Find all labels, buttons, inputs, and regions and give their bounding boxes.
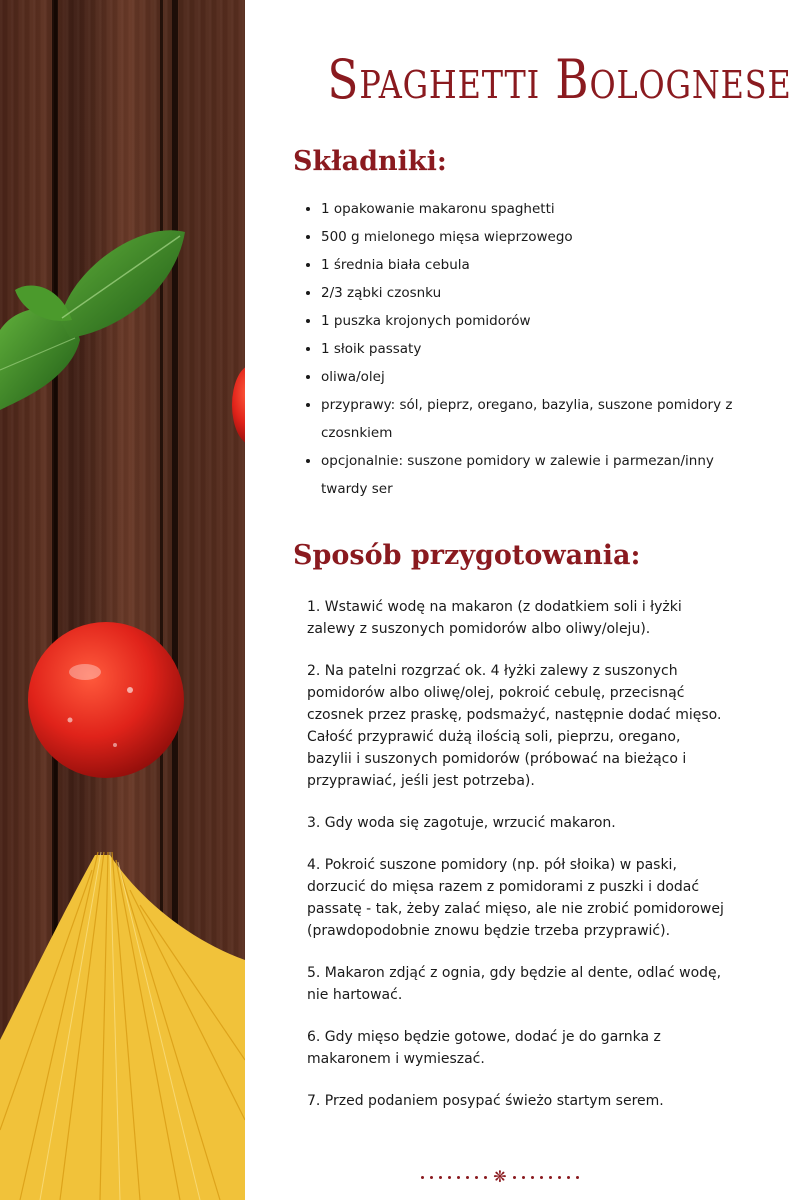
list-item: • 1 opakowanie makaronu spaghetti: [321, 195, 741, 223]
recipe-panel: [245, 0, 800, 1200]
step-paragraph: 7. Przed podaniem posypać świeżo startym serem.: [307, 1093, 664, 1109]
step-paragraph: 6. Gdy mięso będzie gotowe, dodać je do garnka z makaronem i wymieszać.: [307, 1029, 661, 1067]
step-paragraph: 4. Pokroić suszone pomidory (np. pół słoika) w paski, dorzucić do mięsa razem z pomidorami z puszki i dodać passatę - tak, żeby zalać mięso, ale nie zrobić pomidorowej (prawdopodobnie znowu będzie trzeba przyprawić).: [307, 857, 724, 939]
fleur-ornament-icon: ❋: [493, 1167, 507, 1186]
ingredients-illustration: [0, 0, 245, 1200]
basil-leaves: [0, 230, 185, 410]
list-item: • oliwa/olej: [321, 363, 741, 391]
spaghetti-bundle: [0, 852, 245, 1200]
food-photo-panel: [0, 0, 245, 1200]
tomato-edge: [232, 365, 245, 445]
tomato: [28, 622, 184, 778]
divider-dots-right: [513, 1176, 579, 1179]
ornamental-divider: [407, 1166, 593, 1188]
list-item: • przyprawy: sól, pieprz, oregano, bazylia, suszone pomidory z czosnkiem: [321, 391, 741, 447]
list-item: • 1 puszka krojonych pomidorów: [321, 307, 741, 335]
list-item: • 2/3 ząbki czosnku: [321, 279, 741, 307]
step-paragraph: 3. Gdy woda się zagotuje, wrzucić makaron.: [307, 815, 616, 831]
divider-dots-left: [421, 1176, 487, 1179]
step-paragraph: 5. Makaron zdjąć z ognia, gdy będzie al dente, odlać wodę, nie hartować.: [307, 965, 722, 1003]
list-item: • 500 g mielonego mięsa wieprzowego: [321, 223, 741, 251]
list-item: • opcjonalnie: suszone pomidory w zalewie i parmezan/inny twardy ser: [321, 447, 741, 503]
step-paragraph: 1. Wstawić wodę na makaron (z dodatkiem soli i łyżki zalewy z suszonych pomidorów albo oliwy/oleju).: [307, 599, 682, 637]
method-steps: [307, 596, 727, 1132]
recipe-title: Spaghetti Bolognese: [327, 48, 792, 111]
list-item: • 1 słoik passaty: [321, 335, 741, 363]
step-paragraph: 2. Na patelni rozgrzać ok. 4 łyżki zalewy z suszonych pomidorów albo oliwę/olej, pokroić cebulę, przecisnąć czosnek przez praskę, podsmażyć, następnie dodać mięso. Całość przyprawić dużą ilością soli, pieprzu, oregano, bazylii i suszonych pomidorów (próbować na bieżąco i przyprawiać, jeśli jest potrzeba).: [307, 663, 722, 789]
method-heading: Sposób przygotowania:: [293, 540, 641, 571]
ingredients-list: [301, 195, 741, 503]
list-item: • 1 średnia biała cebula: [321, 251, 741, 279]
ingredients-heading: Składniki:: [293, 146, 447, 177]
